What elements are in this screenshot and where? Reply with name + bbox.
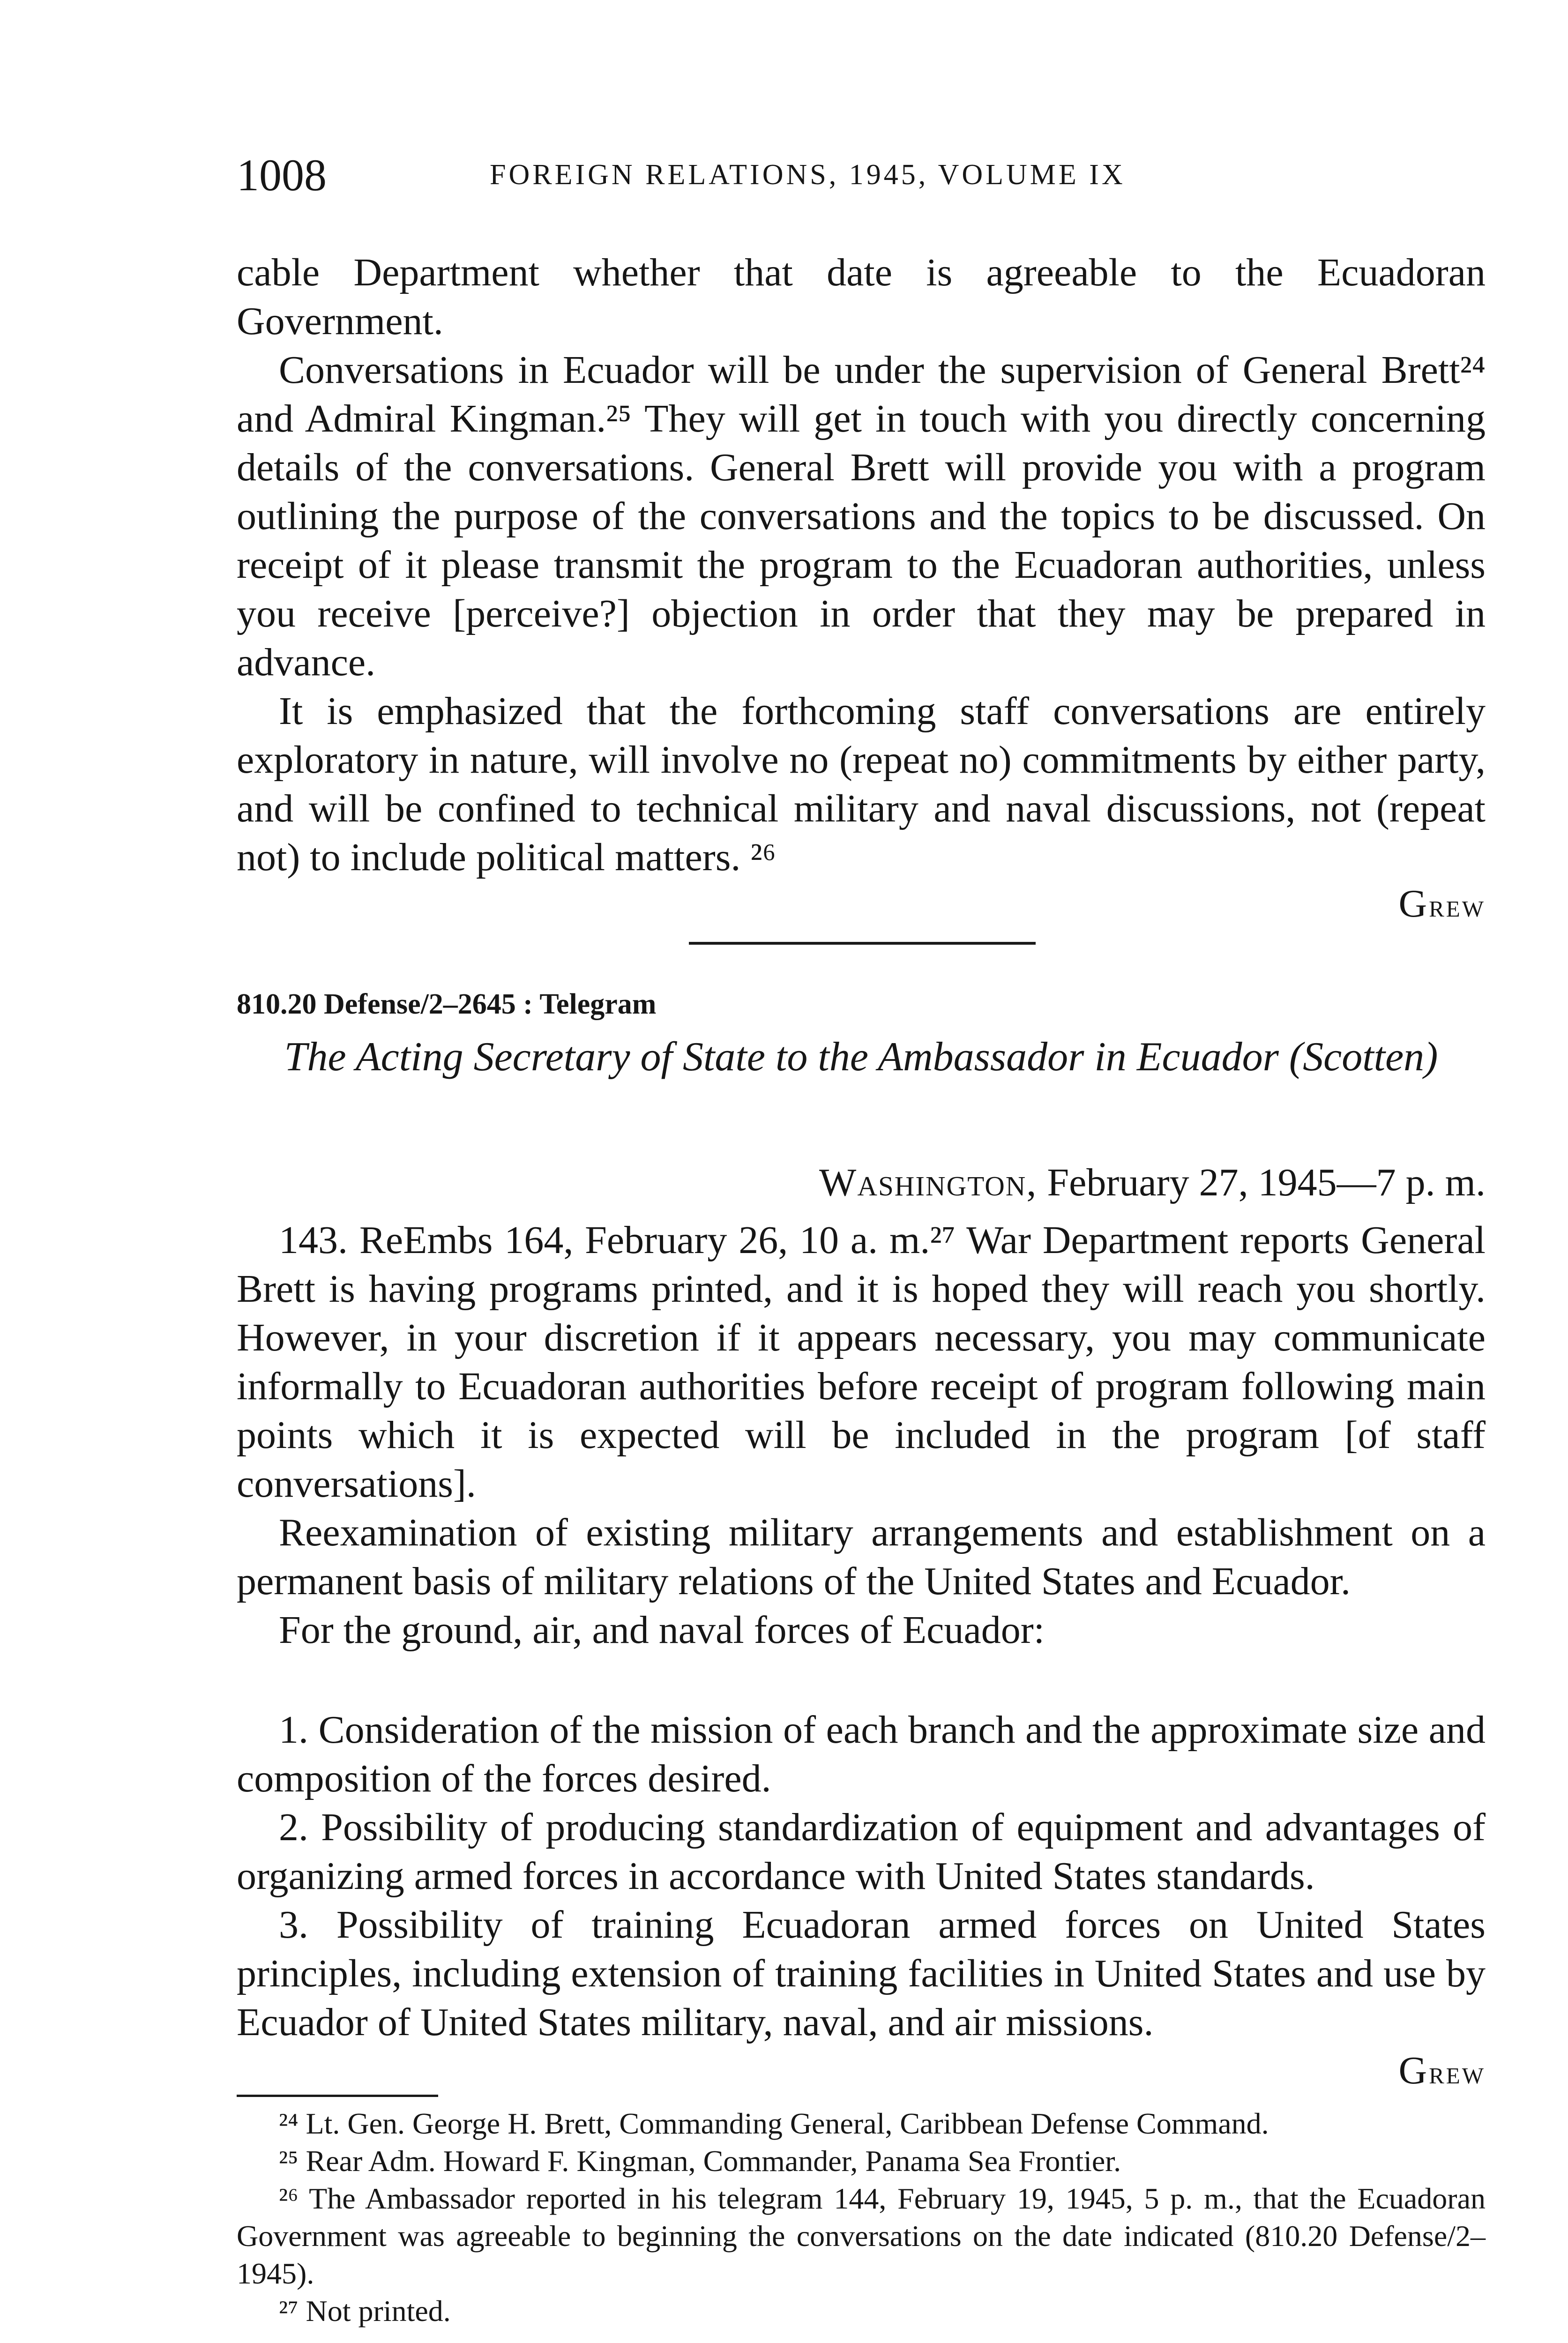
document-2-body — [237, 1216, 1486, 1655]
dateline-place: Washington, — [819, 1161, 1038, 1204]
paragraph: Conversations in Ecuador will be under the supervision of General Brett²⁴ and Admiral Kingman.²⁵ They will get in touch with you directly concerning details of the conversations. General Brett will provide you with a program outlining the purpose of the conversations and the topics to be discussed. On receipt of it please transmit the program to the Ecuadoran authorities, unless you receive [perceive?] objection in order that they may be prepared in advance. — [237, 348, 1486, 684]
signature-grew: Grew — [1398, 882, 1486, 925]
footnote: ²⁶ The Ambassador reported in his telegram 144, February 19, 1945, 5 p. m., that the Ecuadoran Government was agreeable to beginning the conversations on the date indicated (810.20 Defense/2–1945). — [237, 2182, 1486, 2290]
paragraph: It is emphasized that the forthcoming staff conversations are entirely exploratory in nature, will involve no (repeat no) commitments by either party, and will be confined to technical military and naval discussions, not (repeat not) to include political matters. ²⁶ — [237, 689, 1486, 879]
paragraph: Reexamination of existing military arrangements and establishment on a permanent basis of military relations of the United States and Ecuador. — [237, 1511, 1486, 1603]
file-reference: 810.20 Defense/2–2645 : Telegram — [237, 988, 657, 1020]
page-number: 1008 — [237, 150, 327, 200]
paragraph: 143. ReEmbs 164, February 26, 10 a. m.²⁷ War Department reports General Brett is having programs printed, and it is hoped they will reach you shortly. However, in your discretion if it appears necessary, you may communicate informally to Ecuadoran authorities before receipt of program following main points which it is expected will be included in the program [of staff conversations]. — [237, 1218, 1486, 1506]
numbered-list — [237, 1706, 1486, 2047]
footnote: ²⁴ Lt. Gen. George H. Brett, Commanding General, Caribbean Defense Command. — [279, 2107, 1269, 2140]
dateline-date: February 27, 1945—7 p. m. — [1037, 1161, 1486, 1204]
paragraph: For the ground, air, and naval forces of Ecuador: — [279, 1608, 1045, 1652]
document-heading: The Acting Secretary of State to the Ambassador in Ecuador (Scotten) — [284, 1034, 1438, 1080]
footnote: ²⁵ Rear Adm. Howard F. Kingman, Commander, Panama Sea Frontier. — [279, 2144, 1121, 2178]
footnote-rule — [237, 2095, 438, 2097]
list-item: 2. Possibility of producing standardization of equipment and advantages of organizing armed forces in accordance with United States standards. — [237, 1806, 1486, 1898]
section-divider — [689, 942, 1036, 945]
list-item: 1. Consideration of the mission of each branch and the approximate size and composition of the forces desired. — [237, 1708, 1486, 1800]
document-1-body — [237, 248, 1486, 882]
running-header — [237, 149, 1486, 205]
dateline — [819, 1160, 1486, 1205]
signature-grew: Grew — [1398, 2049, 1486, 2092]
running-title: FOREIGN RELATIONS, 1945, VOLUME IX — [490, 159, 1126, 191]
list-item: 3. Possibility of training Ecuadoran armed forces on United States principles, including extension of training facilities in United States and use by Ecuador of United States military, naval, and air missions. — [237, 1903, 1486, 2044]
footnote: ²⁷ Not printed. — [279, 2294, 451, 2328]
paragraph: cable Department whether that date is agreeable to the Ecuadoran Government. — [237, 251, 1486, 343]
footnotes — [237, 2105, 1486, 2330]
